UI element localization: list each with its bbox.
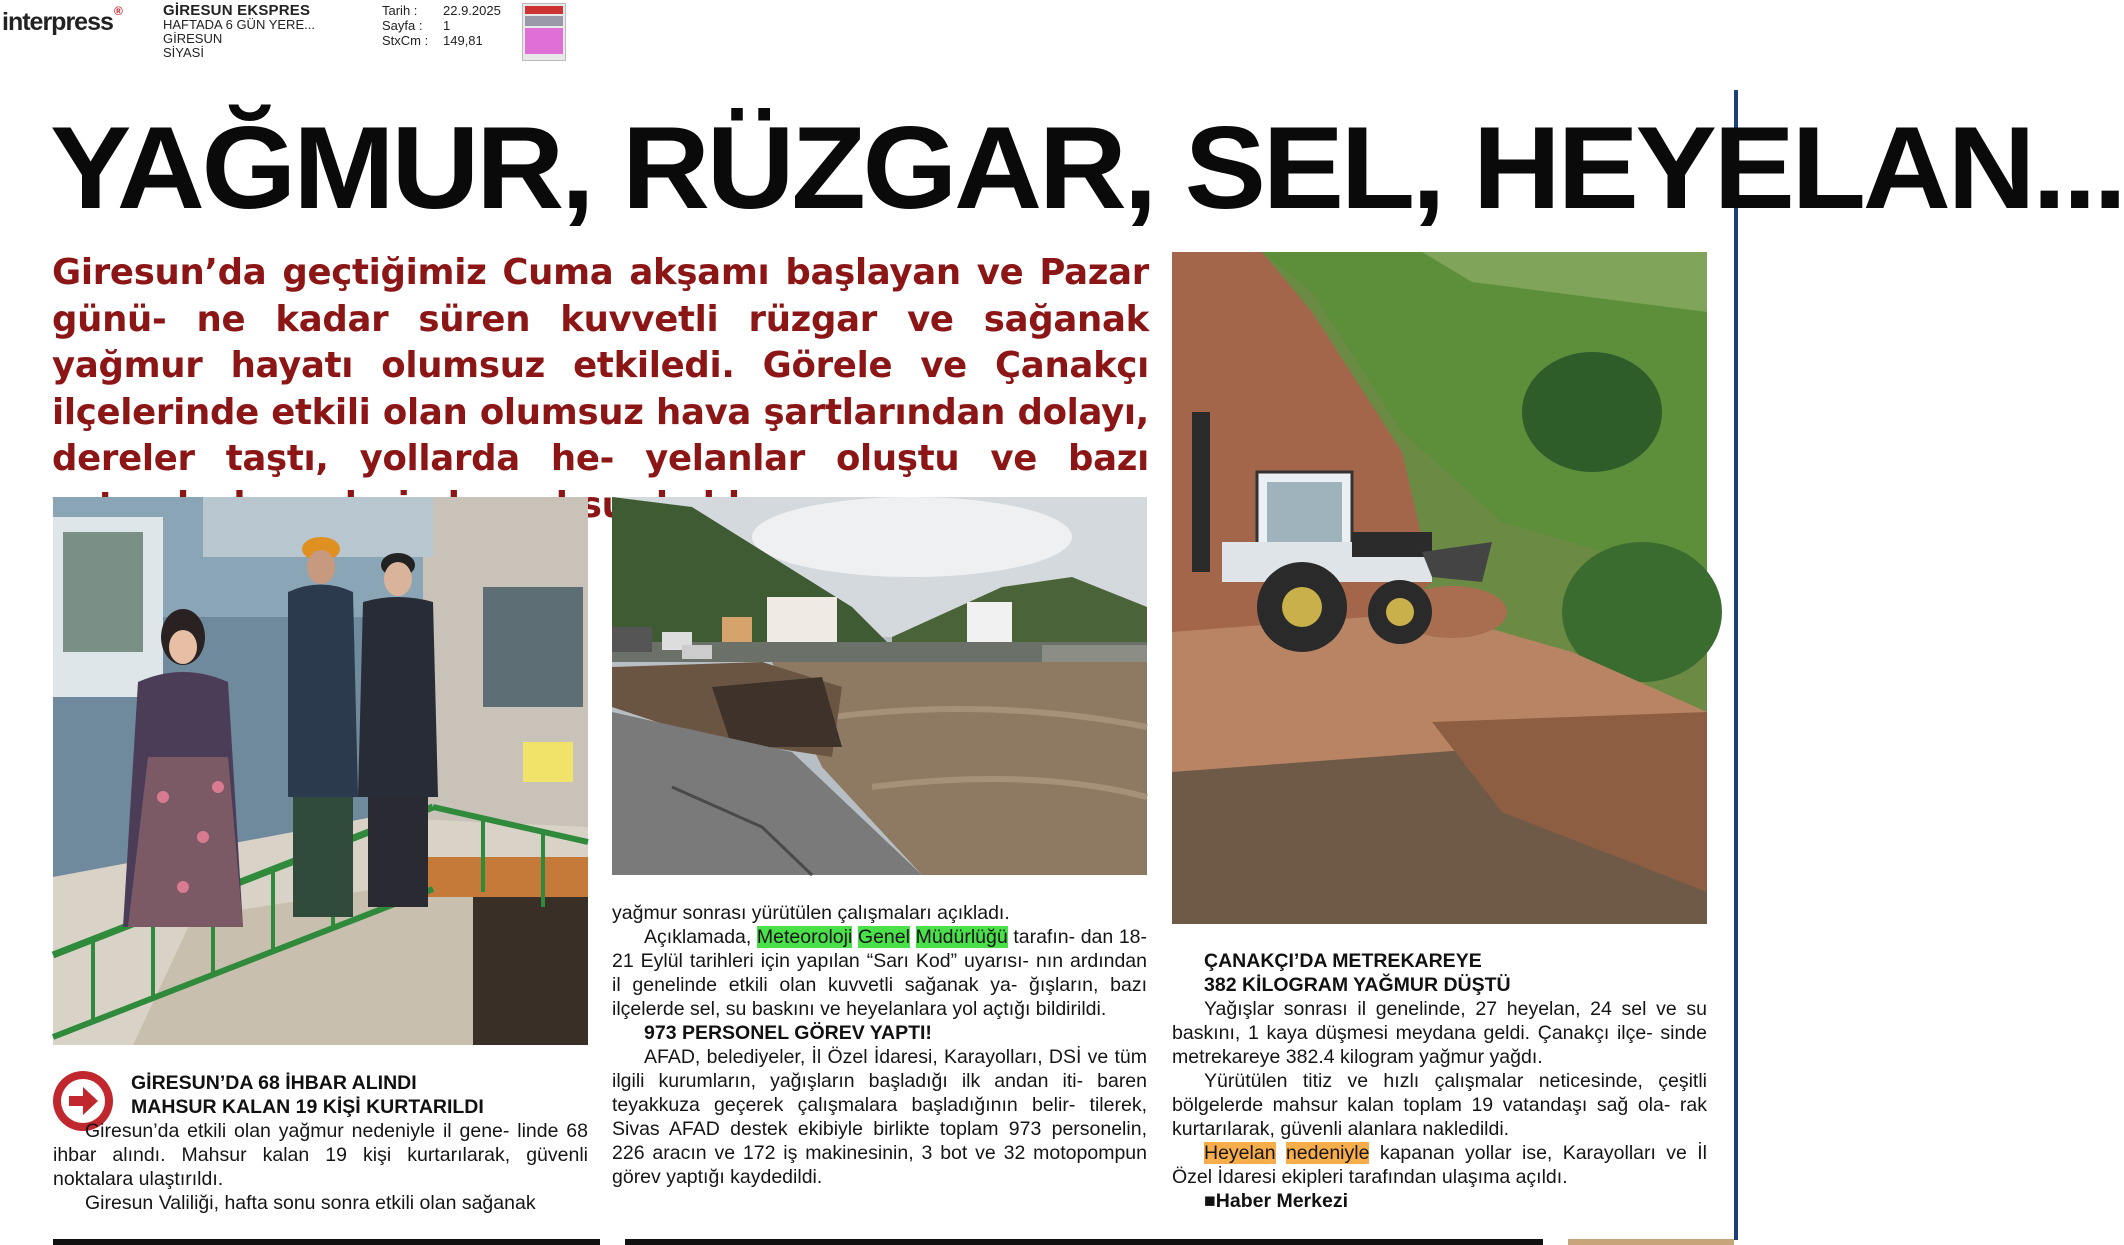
highlight-meteoroloji: Meteoroloji [756, 926, 853, 948]
interpress-logo: interpress ® [2, 4, 122, 36]
side-bar [1734, 90, 1738, 1240]
col2-paragraph-3: AFAD, belediyeler, İl Özel İdaresi, Karayolları, DSİ ve tüm ilgili kurumların, yağışların başladığı ilk andan iti- baren teyakkuza geçerek çalışmalara başladığının belir- tilerek, Sivas AFAD destek ekibiyle birlikte toplam 973 personelin, 226 aracın ve 172 iş makinesinin, 3 bot ve 32 motopompun görev yaptığı kaydedildi. [612, 1046, 1147, 1188]
bottom-rule-3 [1568, 1239, 1734, 1245]
date-row: Tarih : 22.9.2025 [382, 3, 501, 18]
headline: YAĞMUR, RÜZGAR, SEL, HEYELAN... [50, 101, 2124, 233]
page-row: Sayfa : 1 [382, 18, 451, 33]
col3-text [1172, 997, 1707, 1213]
col1-paragraph-1: Giresun’da etkili olan yağmur nedeniyle il gene- linde 68 ihbar alındı. Mahsur kalan 19 kişi kurtarılarak, güvenli noktalara ulaştırıldı. [53, 1120, 588, 1190]
col3-paragraph-2: Yürütülen titiz ve hızlı çalışmalar neticesinde, çeşitli bölgelerde mahsur kalan toplam 19 vatandaşı sağ ola- rak kurtarılarak, güvenli alanlara nakledildi. [1172, 1070, 1707, 1140]
col2-paragraph-2: Açıklamada, Meteoroloji Genel Müdürlüğü tarafın- dan 18-21 Eylül tarihleri için yapılan “Sarı Kod” uyarısı- nın ardından il genelinde etkili olan kuvvetli sağanak ya- ğışların, bazı ilçelerde sel, su baskını ve heyelanlara yol açtığı bildirildi. [612, 926, 1148, 1020]
highlight-nedeniyle: nedeniyle [1285, 1142, 1370, 1164]
col1-subhead: GİRESUN’DA 68 İHBAR ALINDI MAHSUR KALAN 19 KİŞİ KURTARILDI [131, 1072, 484, 1118]
col1-text [53, 1119, 588, 1215]
col2-paragraph-1: yağmur sonrası yürütülen çalışmaları açıkladı. [612, 902, 1010, 924]
publication-category: SİYASİ [163, 45, 204, 60]
col3-subhead: ÇANAKÇI’DA METREKAREYE 382 KİLOGRAM YAĞMUR DÜŞTÜ [1204, 950, 1511, 996]
flood-photo [612, 497, 1147, 875]
rescue-photo [53, 497, 588, 1045]
clipping-meta [382, 3, 501, 48]
col2-subhead: 973 PERSONEL GÖREV YAPTI! [644, 1022, 932, 1044]
publication-name: GİRESUN EKSPRES [163, 2, 311, 19]
highlight-mudurlugu: Müdürlüğü [915, 926, 1008, 948]
byline: ■Haber Merkezi [1204, 1190, 1349, 1212]
publication-city: GİRESUN [163, 31, 223, 46]
bottom-rule-1 [53, 1239, 600, 1245]
col1-paragraph-2: Giresun Valiliği, hafta sonu sonra etkili olan sağanak [85, 1192, 536, 1214]
highlight-heyelan: Heyelan [1204, 1142, 1276, 1164]
lead-paragraph: Giresun’da geçtiğimiz Cuma akşamı başlayan ve Pazar günü- ne kadar süren kuvvetli rüzgar ve sağanak yağmur hayatı olumsuz etkiledi. Görele ve Çanakçı ilçelerinde etkili olan olumsuz hava şartlarından dolayı, dereler taştı, yollarda he- yelanlar oluştu ve bazı [52, 252, 1149, 479]
col3-paragraph-3: Heyelan nedeniyle kapanan yollar ise, Karayolları ve İl Özel İdaresi ekipleri tarafından ulaşıma açıldı. [1172, 1142, 1708, 1188]
stxcm-row: StxCm : 149,81 [382, 33, 483, 48]
highlight-genel: Genel [857, 926, 910, 948]
col2-text [612, 901, 1147, 1189]
bottom-rule-2 [625, 1239, 1543, 1245]
page-thumbnail[interactable] [522, 3, 566, 61]
publication-info [163, 4, 315, 60]
publication-frequency: HAFTADA 6 GÜN YERE... [163, 17, 315, 32]
col3-paragraph-1: Yağışlar sonrası il genelinde, 27 heyelan, 24 sel ve su baskını, 1 kaya düşmesi meydana geldi. Çanakçı ilçe- sinde metrekareye 382.4 kilogram yağmur yağdı. [1172, 998, 1707, 1068]
landslide-photo [1172, 252, 1707, 924]
